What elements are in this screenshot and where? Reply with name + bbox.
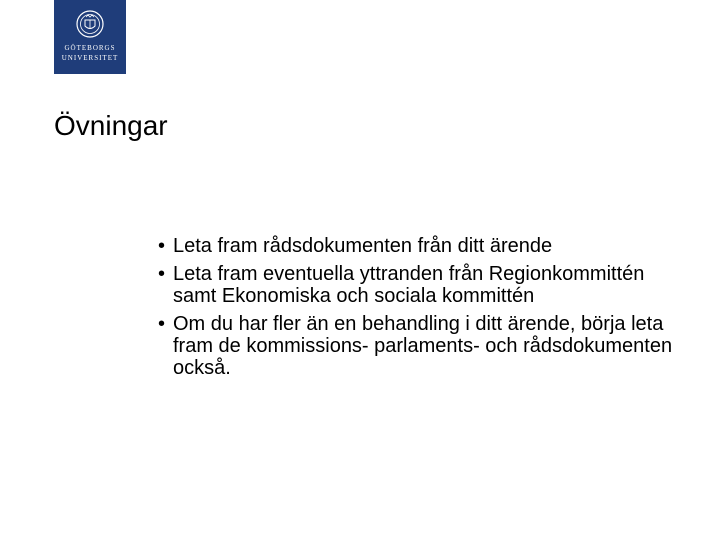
bullet-dot: • xyxy=(158,313,166,335)
bullet-text: Leta fram rådsdokumenten från ditt ärende xyxy=(173,235,553,257)
bullet-item xyxy=(158,235,678,257)
bullet-dot: • xyxy=(158,235,166,257)
crest-icon xyxy=(75,9,105,39)
bullet-item xyxy=(158,313,678,379)
university-logo xyxy=(54,0,126,74)
bullet-list xyxy=(158,235,678,385)
bullet-item xyxy=(158,263,678,307)
slide-title: Övningar xyxy=(54,110,168,141)
bullet-text: Leta fram eventuella yttranden från Regionkommittén samt Ekonomiska och sociala kommittén xyxy=(173,263,645,307)
bullet-dot: • xyxy=(158,263,166,285)
bullet-text: Om du har fler än en behandling i ditt ärende, börja leta fram de kommissions- parlaments- och rådsdokumenten också. xyxy=(173,313,673,379)
logo-text-line2: UNIVERSITET xyxy=(61,54,119,62)
logo-text-line1: GÖTEBORGS xyxy=(64,44,116,52)
